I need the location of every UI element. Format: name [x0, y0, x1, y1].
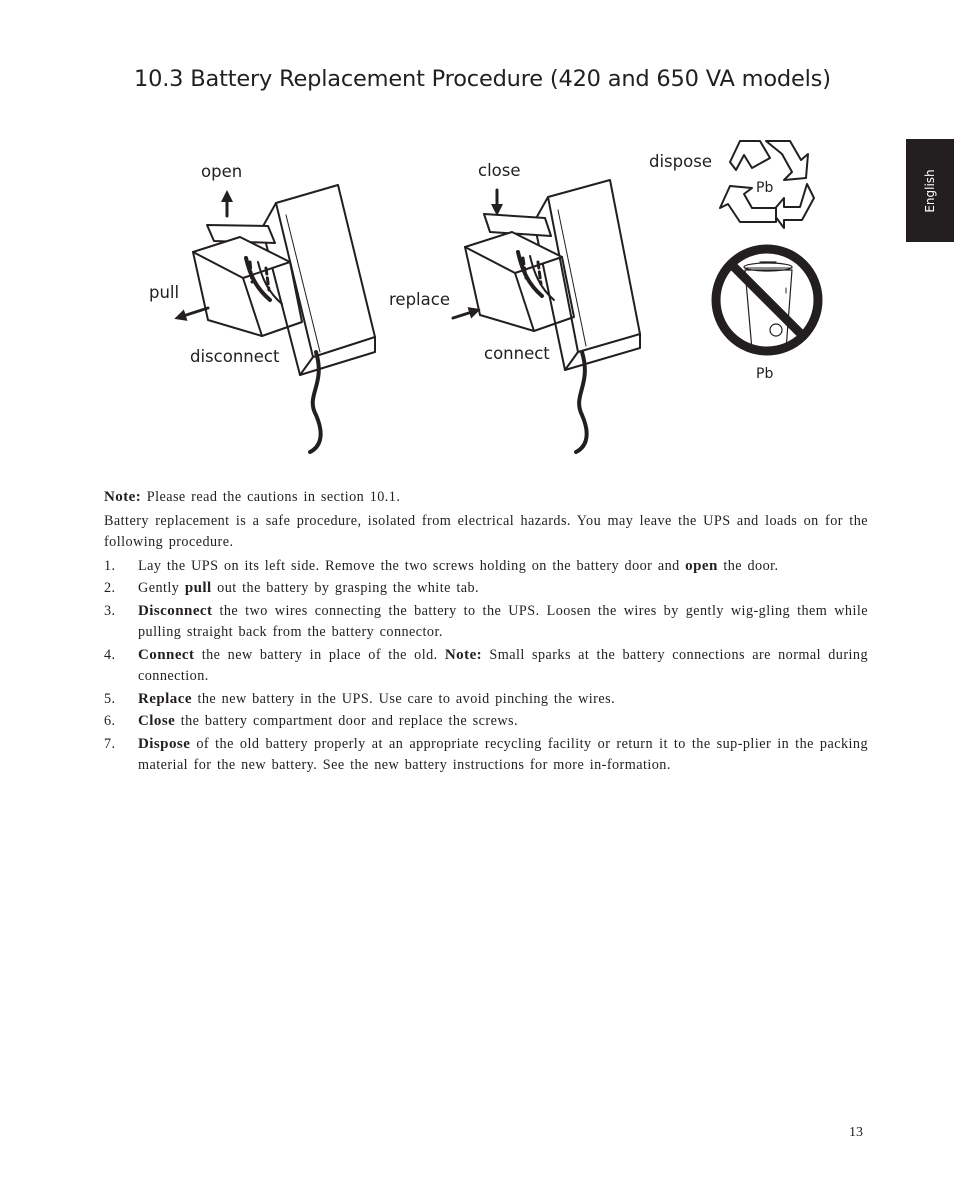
label-pb-recycle: Pb [756, 180, 774, 196]
label-open: open [201, 162, 243, 181]
step-text: of the old battery properly at an appropriate recycling facility or return it to the sup-plier in the packing material for the new battery. See the new battery instructions for more in-formation. [138, 735, 868, 773]
step-note-text: Small sparks at the battery connections are normal during connection. [138, 646, 869, 684]
ups-illustration-install [453, 180, 640, 452]
step-number: 3. [104, 602, 116, 619]
label-close: close [478, 161, 521, 180]
note-paragraph [104, 487, 868, 509]
language-tab [906, 139, 954, 242]
label-disconnect: disconnect [190, 347, 280, 366]
note-label: Note: [104, 489, 142, 505]
step-keyword: open [685, 557, 718, 574]
label-pull: pull [149, 283, 180, 302]
step-keyword: Disconnect [138, 602, 213, 619]
step-text: the door. [723, 557, 779, 574]
step-number: 7. [104, 735, 116, 752]
page-title: 10.3 Battery Replacement Procedure (420 and 650 VA models) [134, 66, 831, 92]
step-text: the two wires connecting the battery to the UPS. Loosen the wires by gently wig-gling them while pulling straight back from the battery connector. [138, 602, 868, 640]
page-number: 13 [849, 1125, 863, 1140]
step-text: Lay the UPS on its left side. Remove the two screws holding on the battery door and [138, 557, 680, 574]
step-keyword: pull [184, 580, 212, 596]
step-item [104, 645, 868, 688]
step-keyword: Connect [138, 646, 195, 663]
label-replace: replace [389, 290, 450, 309]
step-text: Gently [138, 580, 180, 596]
step-item [104, 711, 868, 733]
label-pb-bin: Pb [756, 366, 774, 382]
label-dispose: dispose [649, 152, 712, 171]
step-item [104, 601, 868, 644]
step-number: 6. [104, 713, 116, 729]
step-keyword: Dispose [138, 735, 191, 752]
step-text: out the battery by grasping the white tab. [217, 580, 480, 596]
steps-list [104, 556, 868, 777]
step-number: 2. [104, 580, 116, 596]
step-note-label: Note: [444, 646, 483, 663]
step-keyword: Replace [138, 690, 192, 707]
step-item [104, 578, 868, 600]
step-keyword: Close [138, 713, 176, 729]
battery-replacement-figure [140, 130, 840, 465]
step-item [104, 689, 868, 711]
step-text: the new battery in place of the old. [201, 646, 438, 663]
label-connect: connect [484, 344, 550, 363]
step-item [104, 734, 868, 777]
note-text: Please read the cautions in section 10.1. [146, 489, 401, 505]
intro-paragraph: Battery replacement is a safe procedure, isolated from electrical hazards. You may leave the UPS and loads on for the following procedure. [104, 512, 868, 550]
no-trash-bin-icon [716, 249, 818, 351]
language-tab-label: English [923, 168, 937, 213]
step-number: 4. [104, 646, 116, 663]
ups-illustration-remove [180, 185, 375, 452]
step-text: the new battery in the UPS. Use care to avoid pinching the wires. [197, 690, 616, 707]
step-number: 1. [104, 557, 116, 574]
step-text: the battery compartment door and replace the screws. [180, 713, 518, 729]
step-number: 5. [104, 690, 116, 707]
procedure-text [104, 487, 868, 778]
step-item [104, 556, 868, 578]
